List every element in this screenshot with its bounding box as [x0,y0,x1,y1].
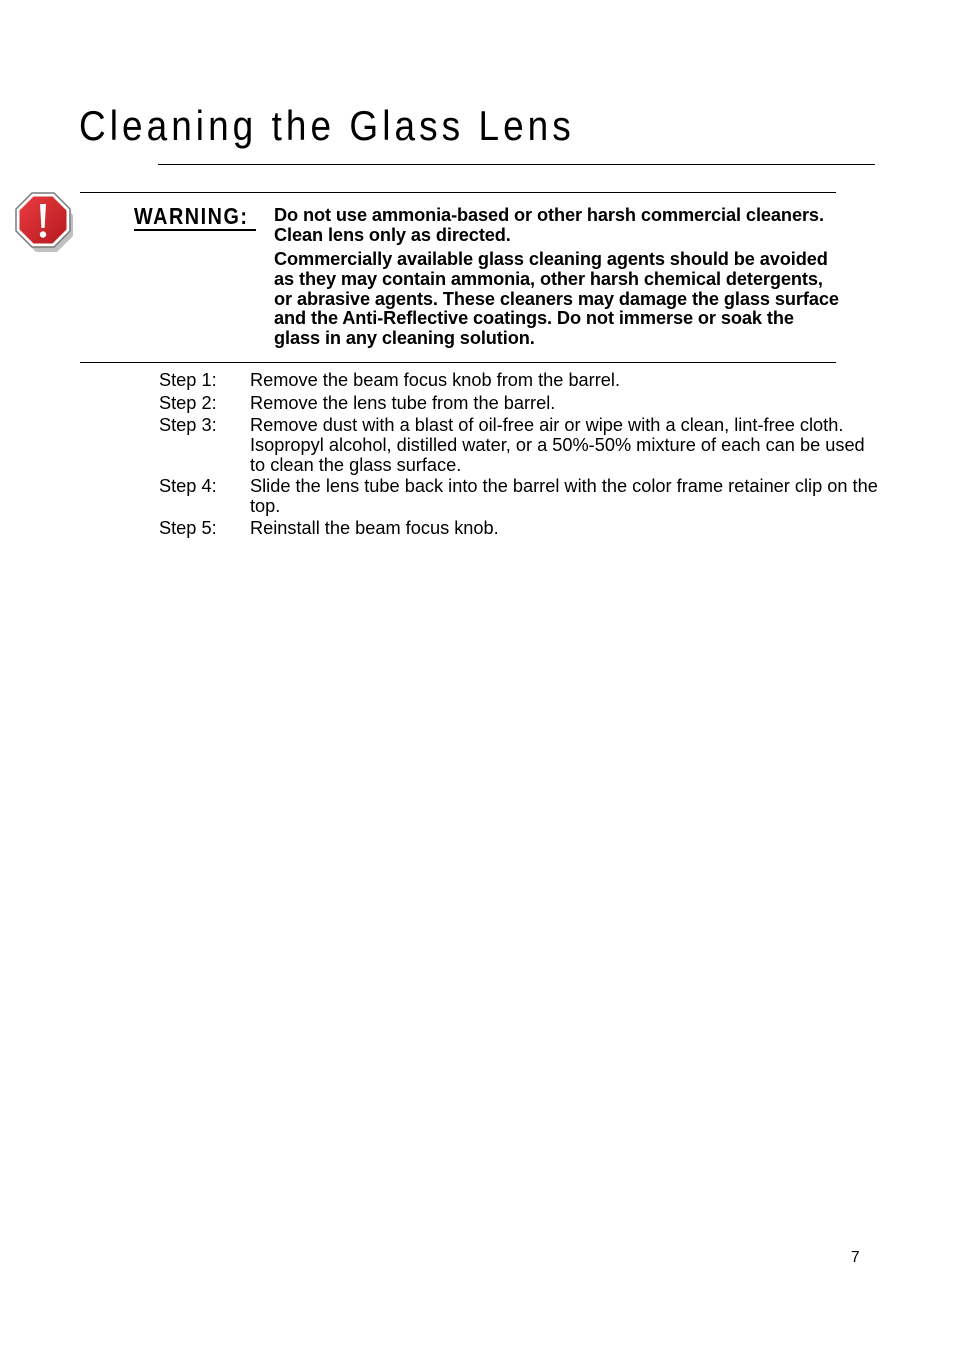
step-text: Remove the beam focus knob from the barrel. [250,370,620,390]
warning-label: WARNING: [134,203,249,229]
warning-label-underline [134,229,256,231]
step-text: Slide the lens tube back into the barrel with the color frame retainer clip on the top. [250,476,878,516]
step-label: Step 1: [159,370,217,390]
stop-sign-exclamation-icon [10,190,76,256]
step-label: Step 4: [159,476,217,496]
page-number: 7 [851,1249,860,1266]
warning-paragraph: Commercially available glass cleaning agents should be avoided as they may contain ammonia, other harsh chemical detergents, or abrasive agents. These cleaners may damage the glass surface and the Anti-Reflective coatings. Do not immerse or soak the glass in any cleaning solution. [274,249,839,349]
title-divider [158,164,875,165]
step-label: Step 5: [159,518,217,538]
step-label: Step 3: [159,415,217,435]
page-title: Cleaning the Glass Lens [79,102,575,149]
step-text: Reinstall the beam focus knob. [250,518,499,538]
step-text: Remove dust with a blast of oil-free air or wipe with a clean, lint-free cloth. Isopropyl alcohol, distilled water, or a 50%-50% mixture of each can be used to clean the glass surface. [250,415,865,475]
warning-paragraph: Do not use ammonia-based or other harsh commercial cleaners. Clean lens only as directed. [274,205,824,245]
step-label: Step 2: [159,393,217,413]
step-text: Remove the lens tube from the barrel. [250,393,556,413]
warning-bottom-divider [80,362,836,363]
warning-top-divider [80,192,836,193]
